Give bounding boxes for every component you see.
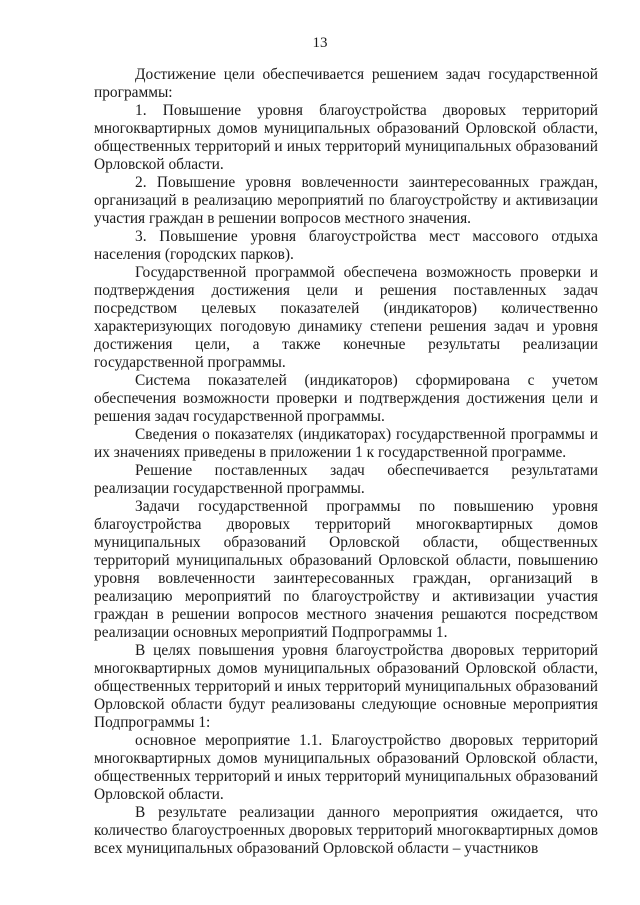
paragraph-goal-intro: Достижение цели обеспечивается решением задач государственной программы: — [94, 66, 598, 101]
paragraph-main-activity-1-1: основное мероприятие 1.1. Благоустройство дворовых территорий многоквартирных домов муниципальных образований Орловской области, общественных территорий и иных территорий муниципальных образований Орловской области. — [94, 732, 598, 803]
paragraph-tasks-subprogram: Задачи государственной программы по повышению уровня благоустройства дворовых территорий многоквартирных домов муниципальных образований Орловской области, общественных территорий муниципальных образований Орловской области, повышению уровня вовлеченности заинтересованных граждан, организаций в реализацию мероприятий по благоустройству и активизации участия граждан в решении вопросов местного значения решаются посредством реализации основных мероприятий Подпрограммы 1. — [94, 498, 598, 641]
paragraph-indicators-appendix: Сведения о показателях (индикаторах) государственной программы и их значениях приведены в приложении 1 к государственной программе. — [94, 426, 598, 461]
paragraph-indicators-verification: Государственной программой обеспечена возможность проверки и подтверждения достижения цели и решения поставленных задач посредством целевых показателей (индикаторов) количественно характеризующих погодовую динамику степени решения задач и уровня достижения цели, а также конечные результаты реализации государственной программы. — [94, 264, 598, 371]
paragraph-main-activities-intro: В целях повышения уровня благоустройства дворовых территорий многоквартирных домов муниципальных образований Орловской области, общественных территорий и иных территорий муниципальных образований Орловской области будут реализованы следующие основные мероприятия Подпрограммы 1: — [94, 642, 598, 731]
document-body — [94, 66, 598, 858]
paragraph-expected-results: В результате реализации данного мероприятия ожидается, что количество благоустроенных дворовых территорий многоквартирных домов всех муниципальных образований Орловской области – участников — [94, 804, 598, 857]
paragraph-task-3: 3. Повышение уровня благоустройства мест массового отдыха населения (городских парков). — [94, 228, 598, 263]
paragraph-task-2: 2. Повышение уровня вовлеченности заинтересованных граждан, организаций в реализацию мероприятий по благоустройству и активизации участия граждан в решении вопросов местного значения. — [94, 174, 598, 227]
paragraph-tasks-results: Решение поставленных задач обеспечивается результатами реализации государственной программы. — [94, 462, 598, 497]
paragraph-indicators-system: Система показателей (индикаторов) сформирована с учетом обеспечения возможности проверки и подтверждения достижения цели и решения задач государственной программы. — [94, 372, 598, 425]
page-number: 13 — [312, 35, 328, 51]
paragraph-task-1: 1. Повышение уровня благоустройства дворовых территорий многоквартирных домов муниципальных образований Орловской области, общественных территорий и иных территорий муниципальных образований Орловской области. — [94, 102, 598, 173]
